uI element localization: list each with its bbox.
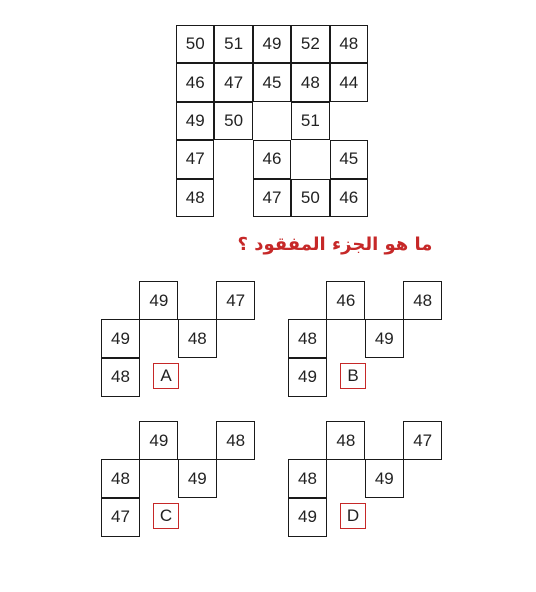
option-label[interactable]: B bbox=[340, 363, 366, 389]
grid-cell: 49 bbox=[253, 25, 291, 63]
option-cell: 47 bbox=[101, 498, 140, 537]
option-cell: 49 bbox=[365, 459, 404, 498]
option-cell: 48 bbox=[178, 319, 217, 358]
option-cell: 49 bbox=[178, 459, 217, 498]
grid-cell: 49 bbox=[176, 102, 214, 140]
option-cell: 49 bbox=[365, 319, 404, 358]
grid-cell: 51 bbox=[214, 25, 252, 63]
grid-cell: 48 bbox=[330, 25, 368, 63]
option-label[interactable]: A bbox=[153, 363, 179, 389]
option-cell: 47 bbox=[216, 281, 255, 320]
grid-cell: 48 bbox=[176, 179, 214, 217]
grid-cell: 48 bbox=[291, 63, 329, 101]
question-text: ما هو الجزء المفقود ؟ bbox=[237, 234, 433, 255]
option-label[interactable]: D bbox=[340, 503, 366, 529]
option-cell: 46 bbox=[326, 281, 365, 320]
option-cell: 48 bbox=[101, 358, 140, 397]
option-cell: 49 bbox=[288, 358, 327, 397]
grid-cell: 45 bbox=[330, 140, 368, 178]
option-label[interactable]: C bbox=[153, 503, 179, 529]
option-cell: 48 bbox=[288, 319, 327, 358]
option-cell: 49 bbox=[101, 319, 140, 358]
grid-cell: 47 bbox=[253, 179, 291, 217]
grid-cell: 50 bbox=[176, 25, 214, 63]
grid-cell: 45 bbox=[253, 63, 291, 101]
grid-cell: 51 bbox=[291, 102, 329, 140]
option-cell: 48 bbox=[403, 281, 442, 320]
grid-cell: 47 bbox=[176, 140, 214, 178]
grid-cell: 50 bbox=[214, 102, 252, 140]
option-cell: 49 bbox=[288, 498, 327, 537]
grid-cell: 47 bbox=[214, 63, 252, 101]
grid-cell: 46 bbox=[253, 140, 291, 178]
option-cell: 48 bbox=[288, 459, 327, 498]
grid-cell: 52 bbox=[291, 25, 329, 63]
option-cell: 49 bbox=[139, 421, 178, 460]
grid-cell: 46 bbox=[330, 179, 368, 217]
grid-cell: 44 bbox=[330, 63, 368, 101]
option-cell: 47 bbox=[403, 421, 442, 460]
option-cell: 48 bbox=[326, 421, 365, 460]
grid-cell: 50 bbox=[291, 179, 329, 217]
option-cell: 48 bbox=[101, 459, 140, 498]
option-cell: 48 bbox=[216, 421, 255, 460]
grid-cell: 46 bbox=[176, 63, 214, 101]
option-cell: 49 bbox=[139, 281, 178, 320]
